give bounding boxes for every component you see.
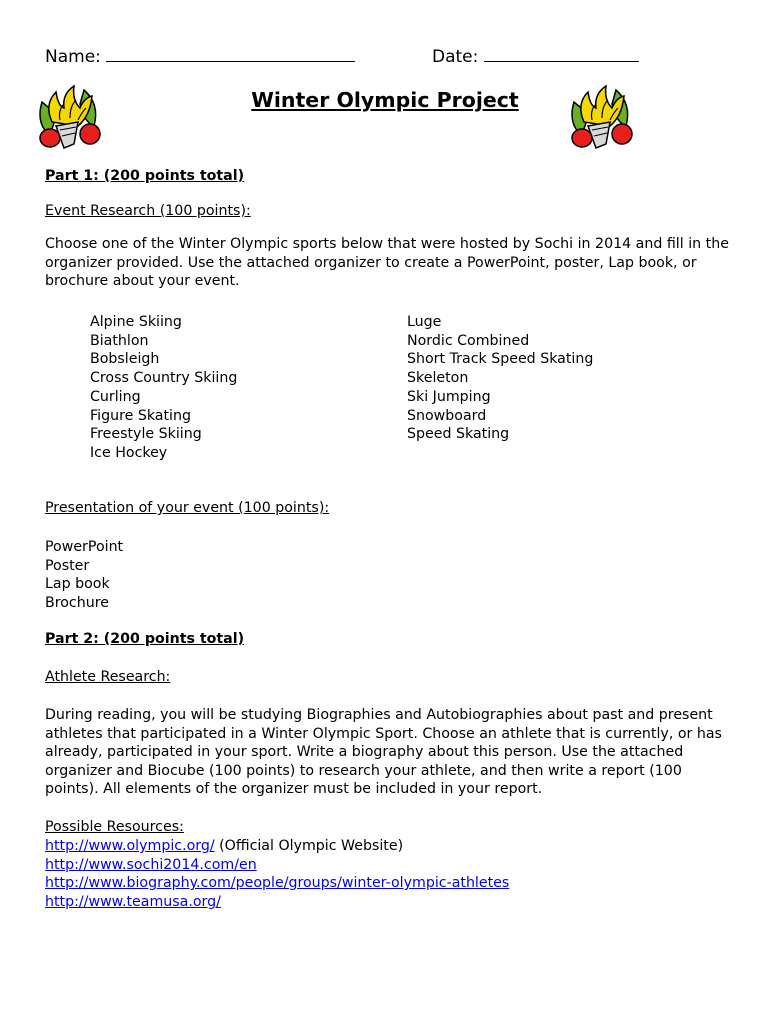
list-item: Short Track Speed Skating — [407, 351, 594, 368]
list-item — [45, 856, 509, 875]
presentation-options — [45, 538, 123, 613]
list-item: Freestyle Skiing — [90, 426, 202, 443]
list-item: Curling — [90, 388, 141, 405]
sports-list-left — [90, 313, 237, 463]
list-item: Ice Hockey — [90, 444, 168, 461]
list-item — [45, 874, 509, 893]
list-item: Speed Skating — [407, 426, 510, 443]
list-item: Figure Skating — [90, 407, 191, 424]
list-item: Skeleton — [407, 370, 469, 387]
resource-link-sochi[interactable]: http://www.sochi2014.com/en — [45, 856, 257, 873]
list-item — [45, 837, 509, 856]
list-item: Ski Jumping — [407, 388, 491, 405]
presentation-heading: Presentation of your event (100 points): — [45, 500, 330, 516]
part2-heading: Part 2: (200 points total) — [45, 631, 245, 647]
resource-link-teamusa[interactable]: http://www.teamusa.org/ — [45, 894, 221, 911]
date-label: Date: — [432, 47, 479, 67]
resource-link-olympic[interactable]: http://www.olympic.org/ — [45, 838, 215, 854]
list-item: Lap book — [45, 576, 110, 593]
date-blank[interactable] — [484, 47, 639, 62]
page-title: Winter Olympic Project — [251, 88, 519, 112]
list-item: Cross Country Skiing — [90, 370, 238, 387]
list-item: Bobsleigh — [90, 351, 160, 368]
list-item: Snowboard — [407, 407, 487, 424]
event-research-heading: Event Research (100 points): — [45, 203, 251, 219]
part2-body: During reading, you will be studying Biographies and Autobiographies about past and present athletes that participated in a Winter Olympic Sport. Choose an athlete that is currently, or has already, participated in your sport. Write a biography about this person. Use the attached organizer and Biocube (100 points) to research your athlete, and then write a report (100 points). All elements of the organizer must be included in your report. — [45, 707, 722, 798]
list-item: Nordic Combined — [407, 332, 530, 349]
sports-list-right — [407, 313, 593, 444]
list-item: Alpine Skiing — [90, 314, 182, 330]
list-item: Biathlon — [90, 332, 149, 349]
list-item: Poster — [45, 557, 90, 574]
resources-list — [45, 837, 509, 912]
resource-link-biography[interactable]: http://www.biography.com/people/groups/winter-olympic-athletes — [45, 875, 510, 892]
list-item: PowerPoint — [45, 539, 124, 555]
resource-note: (Official Olympic Website) — [214, 838, 404, 854]
list-item: Brochure — [45, 595, 109, 612]
list-item — [45, 893, 509, 912]
date-field[interactable] — [432, 47, 639, 67]
resources-heading: Possible Resources: — [45, 819, 184, 835]
name-blank[interactable] — [106, 47, 355, 62]
list-item: Luge — [407, 314, 442, 330]
athlete-research-heading: Athlete Research: — [45, 669, 171, 685]
part1-heading: Part 1: (200 points total) — [45, 168, 245, 184]
name-label: Name: — [45, 47, 101, 67]
part1-intro: Choose one of the Winter Olympic sports below that were hosted by Sochi in 2014 and fill in the organizer provided. Use the attached organizer to create a PowerPoint, poster, Lap book, or brochure about your event. — [45, 236, 729, 290]
name-field[interactable] — [45, 47, 355, 67]
